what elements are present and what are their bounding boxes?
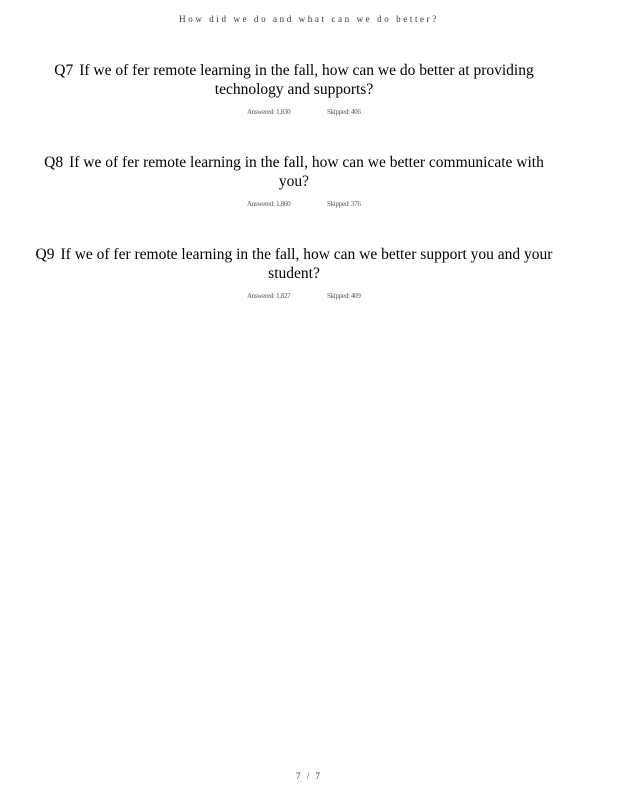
question-text: If we of fer remote learning in the fall, how can we better communicate with you? <box>69 154 544 190</box>
answered-count: Answered: 1,827 <box>247 292 291 300</box>
question-text: If we of fer remote learning in the fall, how can we do better at providing technology and supports? <box>79 62 534 98</box>
skipped-count: Skipped: 406 <box>327 108 361 116</box>
page-number: 7 / 7 <box>295 771 322 781</box>
question-number: Q8 <box>44 154 64 171</box>
question-number: Q7 <box>54 62 74 79</box>
response-stats <box>28 200 560 210</box>
question-block <box>28 61 560 118</box>
skipped-count: Skipped: 409 <box>327 292 361 300</box>
response-stats <box>28 292 560 302</box>
answered-count: Answered: 1,860 <box>247 200 291 208</box>
page-header: How did we do and what can we do better? <box>179 14 439 24</box>
skipped-count: Skipped: 376 <box>327 200 361 208</box>
question-block <box>28 245 560 302</box>
response-stats <box>28 108 560 118</box>
question-number: Q9 <box>35 246 55 263</box>
question-title <box>28 153 560 191</box>
question-title <box>28 245 560 283</box>
question-block <box>28 153 560 210</box>
question-text: If we of fer remote learning in the fall, how can we better support you and your student? <box>60 246 553 282</box>
answered-count: Answered: 1,830 <box>247 108 291 116</box>
question-title <box>28 61 560 99</box>
